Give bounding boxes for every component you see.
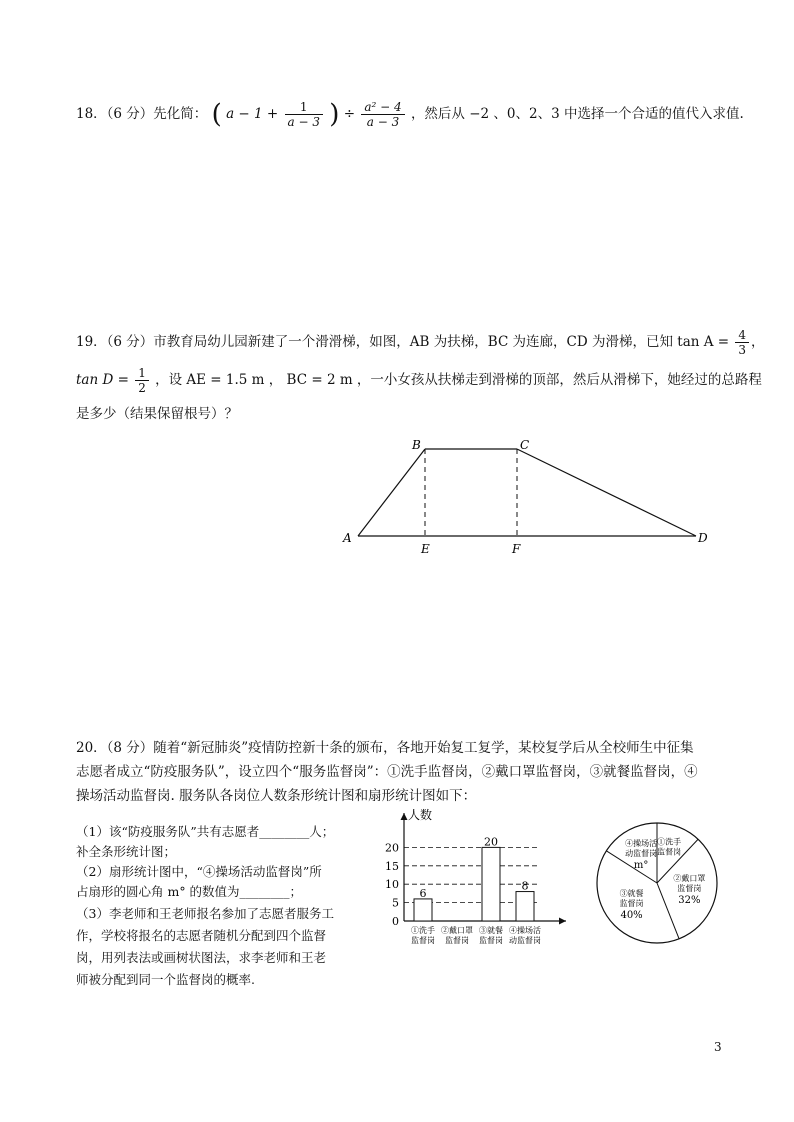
q20-line2: 志愿者成立“防疫服务队”，设立四个“服务监督岗”：①洗手监督岗，②戴口罩监督岗，③就餐监督岗，④ (76, 764, 698, 780)
pie-slice-label-line2: 监督岗 (619, 899, 644, 909)
pie-slice-label-line2: 动监督岗 (625, 849, 658, 859)
pie-slice-pct: 32% (678, 895, 701, 907)
x-category-label: ②戴口罩 (441, 926, 473, 935)
q18-prefix: 18．（6 分）先化简： (76, 106, 208, 122)
tanD-numerator: 1 (135, 366, 149, 381)
y-tick-label: 0 (392, 915, 399, 928)
tanD-fraction (135, 366, 149, 395)
q20-sub3d: 师被分配到同一个监督岗的概率. (76, 972, 255, 987)
label-F: F (512, 542, 521, 555)
pie-slice-label: ②戴口罩 (673, 874, 706, 884)
label-B: B (412, 438, 421, 452)
tanA-numerator: 4 (735, 328, 749, 343)
q19-line3: 是多少（结果保留根号）？ (76, 406, 238, 422)
q20-line3: 操场活动监督岗. 服务队各岗位人数条形统计图和扇形统计图如下： (76, 788, 477, 804)
pie-slice-label-line2: 监督岗 (677, 884, 702, 894)
label-C: C (520, 438, 530, 452)
slide-CD (517, 449, 696, 536)
q18-expr-a: a − 1 + (226, 106, 279, 122)
q20-sub1a: （1）该“防疫服务队”共有志愿者________人； (76, 824, 335, 839)
q20-line1: 20．（8 分）随着“新冠肺炎”疫情防控新十条的颁布，各地开始复工复学，某校复学后从全校师生中征集 (76, 740, 694, 756)
q18-fraction-1 (285, 100, 323, 129)
label-E: E (421, 542, 430, 555)
q20-sub2a: （2）扇形统计图中，“④操场活动监督岗”所 (76, 864, 322, 879)
q20-sub3a: （3）李老师和王老师报名参加了志愿者服务工 (76, 906, 334, 921)
y-tick-label: 10 (385, 878, 399, 892)
tanD-denominator: 2 (138, 381, 146, 395)
tanA-fraction (735, 328, 749, 357)
question-18 (76, 100, 744, 129)
slide-diagram (340, 435, 720, 555)
q19-line1: 19．（6 分）市教育局幼儿园新建了一个滑滑梯，如图，AB 为扶梯，BC 为连廊，CD 为滑梯，已知 tan A = (76, 334, 730, 350)
y-tick-label: 15 (385, 859, 399, 873)
y-tick-label: 20 (385, 841, 399, 855)
label-D: D (698, 531, 708, 545)
pie-slice-label: ③就餐 (619, 889, 644, 899)
pie-slice-pct: 40% (620, 910, 643, 922)
frac2-denominator: a − 3 (366, 115, 400, 129)
right-paren: ) (329, 99, 340, 130)
question-19-line1: 19．（6 分）市教育局幼儿园新建了一个滑滑梯，如图，AB 为扶梯，BC 为连廊，CD 为滑梯，已知 tan A = $\frac{4}{3}$ ， (76, 328, 765, 357)
bar-value-label: 8 (521, 879, 529, 893)
x-category-label-line2: 动监督岗 (509, 936, 541, 945)
pie-slice-label: ①洗手 (657, 837, 682, 847)
pie-chart (592, 818, 722, 948)
x-category-label: ③就餐 (479, 926, 503, 935)
q18-fraction-2 (361, 100, 404, 129)
x-category-label: ①洗手 (411, 926, 435, 935)
pie-slice-label: ④操场活 (625, 839, 658, 849)
bar (482, 847, 500, 921)
question-19-line2 (76, 366, 762, 395)
y-tick-label: 5 (392, 896, 399, 910)
tanA-denominator: 3 (738, 343, 747, 357)
bar-chart (380, 805, 580, 955)
bar (414, 899, 432, 921)
x-category-label-line2: 监督岗 (445, 936, 469, 945)
bar-value-label: 20 (484, 835, 498, 849)
q20-sub3c: 岗，用列表法或画树状图法，求李老师和王老 (76, 950, 327, 965)
q20-sub1b: 补全条形统计图； (76, 844, 177, 859)
pie-slice-label-line2: 监督岗 (657, 847, 682, 857)
q18-div-sign: ÷ (343, 106, 356, 122)
q18-suffix: ，然后从 −2 、0、2、3 中选择一个合适的值代入求值. (410, 106, 744, 122)
bar (516, 892, 534, 921)
q19-line2-suffix: ，设 AE = 1.5 m ， BC = 2 m ，一小女孩从扶梯走到滑梯的顶部，然后从滑梯下，她经过的总路程 (155, 372, 762, 388)
x-category-label: ④操场活 (509, 926, 541, 935)
y-axis-label: 人数 (408, 808, 433, 822)
frac1-numerator: 1 (285, 100, 323, 115)
q20-sub2b: 占扇形的圆心角 m° 的数值为________； (76, 884, 303, 899)
pie-slice-pct: m° (633, 860, 649, 872)
frac1-denominator: a − 3 (287, 115, 320, 129)
x-category-label-line2: 监督岗 (411, 936, 435, 945)
frac2-numerator: a² − 4 (361, 100, 404, 115)
bar-value-label: 6 (419, 886, 427, 900)
q19-tanD: tan D = (76, 372, 129, 388)
x-category-label-line2: 监督岗 (479, 936, 503, 945)
q20-sub3b: 作，学校将报名的志愿者随机分配到四个监督 (76, 928, 327, 943)
left-paren: ( (211, 99, 222, 130)
escalator-AB (358, 449, 425, 536)
page-number: 3 (714, 1040, 722, 1054)
label-A: A (343, 531, 352, 545)
